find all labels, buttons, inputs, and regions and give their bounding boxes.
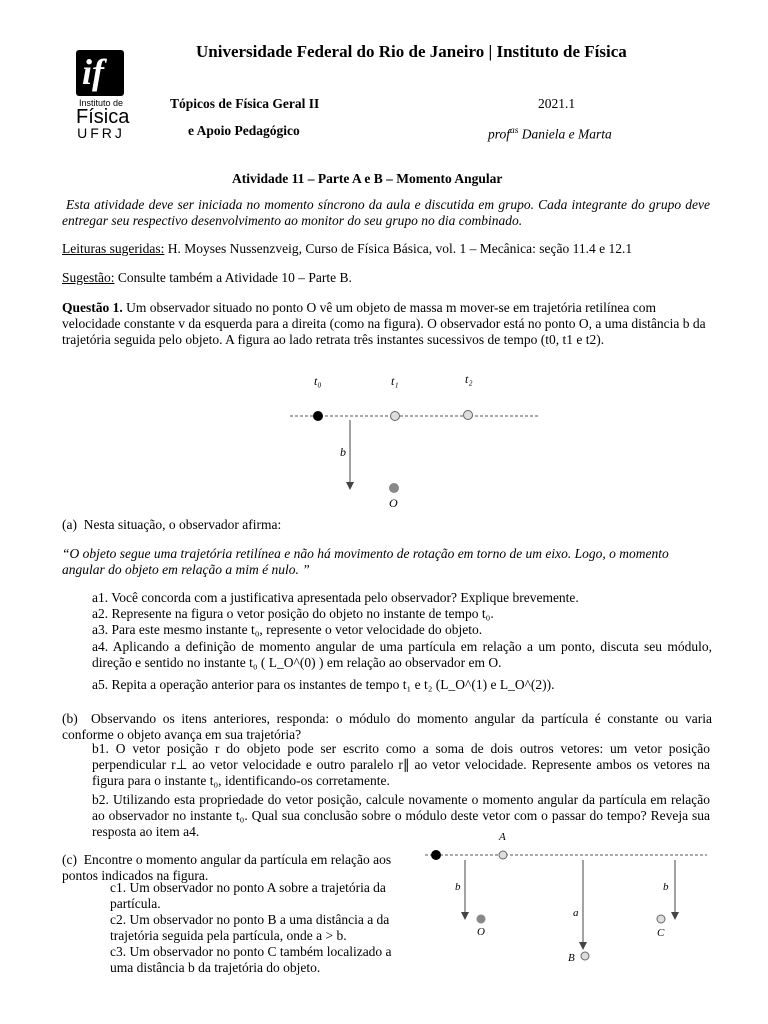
institute-logo	[76, 50, 130, 141]
readings: Leituras sugeridas: H. Moyses Nussenzveig, Curso de Física Básica, vol. 1 – Mecânica: seção 11.4 e 12.1	[62, 241, 633, 256]
item-b2: b2. Utilizando esta propriedade do vetor posição, calcule novamente o momento angular da partícula em relação ao observador no instante t₀. Qual sua conclusão sobre o módulo deste vetor com o passar do tempo? Reveja sua resposta ao item a4.	[92, 792, 710, 839]
trajectory-figure-2	[415, 826, 715, 968]
item-a5: a5. Repita a operação anterior para os instantes de tempo t₁ e t₂ (L_O^(1) e L_O^(2)).	[92, 677, 555, 692]
part-b: (b) Observando os itens anteriores, responda: o módulo do momento angular da partícula é constante ou varia conforme o objeto avança em sua trajetória?	[62, 711, 712, 742]
point-a	[499, 851, 507, 859]
logo-line2: Física	[76, 106, 130, 128]
label-a: a	[573, 907, 579, 919]
year: 2021.1	[538, 96, 576, 111]
trajectory-figure-1	[280, 368, 550, 510]
suggestion: Sugestão: Consulte também a Atividade 10 – Parte B.	[62, 270, 352, 285]
item-a3: a3. Para este mesmo instante t₀, represente o vetor velocidade do objeto.	[92, 622, 483, 637]
label-B: B	[568, 952, 575, 964]
point-b	[581, 952, 589, 960]
item-c3: c3. Um observador no ponto C também localizado a uma distância b da trajetória do objeto.	[110, 944, 392, 975]
activity-title: Atividade 11 – Parte A e B – Momento Angular	[232, 171, 503, 186]
label-t2: t₂	[465, 372, 473, 386]
point-c	[657, 915, 665, 923]
object-t1	[391, 412, 400, 421]
label-b-right: b	[663, 881, 669, 893]
arrow-head-right	[671, 912, 679, 920]
object-start	[431, 850, 441, 860]
logo-line3: UFRJ	[77, 125, 125, 141]
label-b: b	[340, 445, 346, 459]
arrow-head-a	[579, 942, 587, 950]
question-1: Questão 1. Um observador situado no ponto O vê um objeto de massa m mover-se em trajetória retilínea com velocidade constante v da esquerda para a direita (como na figura). O observador está no ponto O, a uma distância b da trajetória seguida pelo objeto. A figura ao lado retrata três instantes sucessivos de tempo (t0, t1 e t2).	[62, 300, 706, 347]
observer-o	[389, 483, 399, 493]
course-line1: Tópicos de Física Geral II	[170, 96, 320, 111]
label-O: O	[477, 926, 485, 938]
part-c-items	[110, 880, 406, 976]
arrow-head	[346, 482, 354, 490]
label-A: A	[499, 831, 506, 843]
label-t1: t₁	[391, 374, 399, 388]
item-c1: c1. Um observador no ponto A sobre a trajetória da partícula.	[110, 880, 386, 911]
item-a2: a2. Represente na figura o vetor posição do objeto no instante de tempo t₀.	[92, 606, 494, 621]
part-a: (a) Nesta situação, o observador afirma:	[62, 517, 282, 532]
label-t0: t₀	[314, 374, 322, 388]
object-t2	[464, 411, 473, 420]
part-a-items	[92, 590, 712, 693]
part-a-quote: “O objeto segue uma trajetória retilínea e não há movimento de rotação em torno de um eixo. Logo, o momento angular do objeto em relação a mim é nulo. ”	[62, 546, 669, 577]
object-t0	[313, 411, 323, 421]
item-c2: c2. Um observador no ponto B a uma distância a da trajetória seguida pela partícula, onde a > b.	[110, 912, 390, 943]
logo-mark: if	[76, 50, 124, 96]
part-c: (c) Encontre o momento angular da partícula em relação aos pontos indicados na figura.	[62, 852, 392, 883]
arrow-head-left	[461, 912, 469, 920]
point-o	[477, 915, 486, 924]
intro-text: Esta atividade deve ser iniciada no momento síncrono da aula e discutida em grupo. Cada integrante do grupo deve entregar seu respectivo desenvolvimento ao monitor do seu grupo no dia combinado.	[62, 197, 710, 228]
course-line2: e Apoio Pedagógico	[188, 123, 300, 138]
item-b1: b1. O vetor posição r do objeto pode ser escrito como a soma de dois outros vetores: um vetor posição perpendicular r⊥ ao vetor velocidade e outro paralelo r∥ ao vetor velocidade. Represente ambos os vetores na figura para o instante t₀, identificando-os corretamente.	[92, 741, 710, 788]
label-b-left: b	[455, 881, 461, 893]
label-o: O	[389, 496, 398, 510]
item-a4: a4. Aplicando a definição de momento angular de uma partícula em relação a um ponto, discuta seu módulo, direção e sentido no instante t₀ ( L_O^(0) ) em relação ao observador em O.	[92, 639, 712, 670]
logo-line1: Instituto de	[78, 98, 124, 108]
professors: prof$^{as}$ Daniela e Marta	[488, 126, 612, 142]
university-title: Universidade Federal do Rio de Janeiro | Instituto de Física	[196, 42, 627, 61]
item-a1: a1. Você concorda com a justificativa apresentada pelo observador? Explique brevemente.	[92, 590, 579, 605]
label-C: C	[657, 927, 665, 939]
